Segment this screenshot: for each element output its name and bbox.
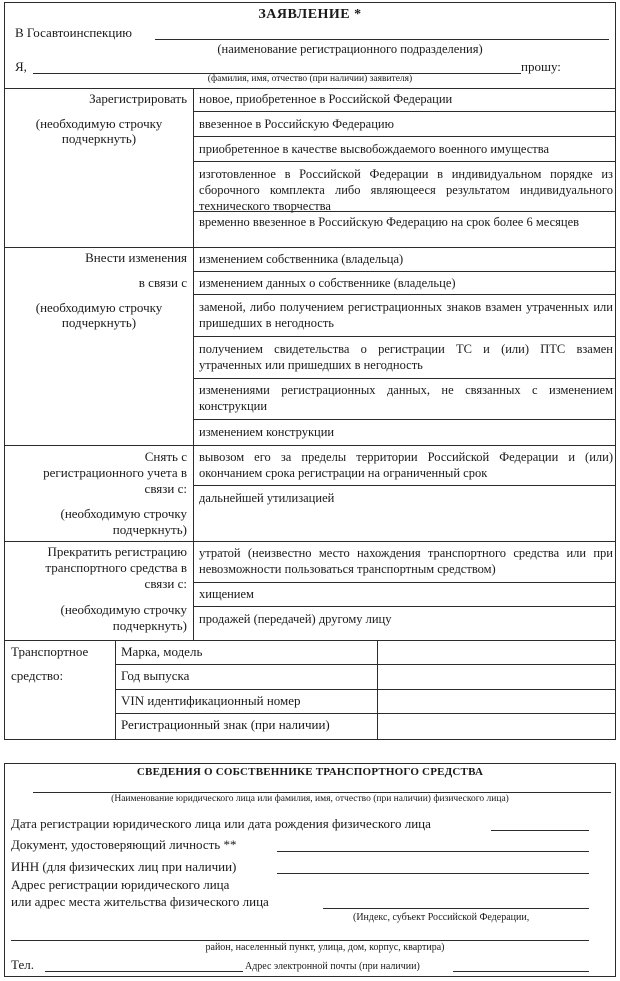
terminate-label: Прекратить регистрацию [47,544,187,559]
request-label: прошу: [521,59,561,74]
changes-option[interactable]: получением свидетельства о регистрации ТС и (или) ПТС взамен утраченных или пришедших в негодность [199,342,613,372]
inn-field[interactable] [277,873,589,874]
vin-label: VIN идентификационный номер [121,693,301,708]
register-option[interactable]: ввезенное в Российскую Федерацию [199,117,394,131]
address-caption: (Индекс, субъект Российской Федерации, [353,912,530,923]
changes-option[interactable]: заменой, либо получением регистрационных знаков взамен утраченных или пришедших в негодность [199,300,613,330]
application-form [4,2,616,740]
to-prefix: В Госавтоинспекцию [15,25,132,40]
plate-label: Регистрационный знак (при наличии) [121,717,330,732]
address-label: Адрес регистрации юридического лица [11,877,230,892]
register-hint-2: подчеркнуть) [61,131,137,146]
register-label: Зарегистрировать [89,91,187,106]
changes-option[interactable]: изменениями регистрационных данных, не связанных с изменением конструкции [199,383,613,413]
inn-label: ИНН (для физических лиц при наличии) [11,859,237,874]
owner-name-caption: (Наименование юридического лица или фамилия, имя, отчество (при наличии) физического лица) [111,794,509,804]
address-field[interactable] [323,908,589,909]
changes-hint-2: подчеркнуть) [61,315,137,330]
document-label: Документ, удостоверяющий личность ** [11,837,237,852]
deregister-label-2: регистрационного учета в [43,465,187,480]
terminate-option[interactable]: продажей (передачей) другому лицу [199,612,392,626]
reg-date-label: Дата регистрации юридического лица или дата рождения физического лица [11,816,431,831]
i-label: Я, [15,59,27,74]
register-option[interactable]: новое, приобретенное в Российской Федерации [199,92,453,106]
make-model-input[interactable] [378,641,614,663]
registration-unit-caption: (наименование регистрационного подразделения) [217,42,483,56]
owner-info-form [4,763,616,977]
email-field[interactable] [453,971,589,972]
plate-input[interactable] [378,714,614,739]
make-model-label: Марка, модель [121,644,203,659]
address-label-2: или адрес места жительства физического лица [11,894,269,909]
changes-hint: (необходимую строчку [35,300,163,315]
year-label: Год выпуска [121,668,190,683]
phone-field[interactable] [45,971,243,972]
address-caption-2: район, населенный пункт, улица, дом, корпус, квартира) [205,942,445,953]
owner-name-field[interactable] [33,792,611,793]
registration-unit-field[interactable] [155,39,609,40]
changes-option[interactable]: изменением собственника (владельца) [199,252,404,266]
register-hint: (необходимую строчку [35,116,163,131]
year-input[interactable] [378,665,614,688]
register-option[interactable]: изготовленное в Российской Федерации в индивидуальном порядке из сборочного комплекта либо являющееся результатом индивидуального технического творчества [199,167,613,213]
address-field-2[interactable] [11,940,589,941]
reg-date-field[interactable] [491,830,589,831]
document-field[interactable] [277,851,589,852]
terminate-hint: (необходимую строчку [60,602,187,617]
terminate-hint-2: подчеркнуть) [112,618,187,633]
changes-option[interactable]: изменением конструкции [199,425,335,439]
deregister-label-3: связи с: [144,481,187,496]
deregister-hint-2: подчеркнуть) [112,522,187,537]
vin-input[interactable] [378,690,614,712]
terminate-label-2: транспортного средства в [45,560,187,575]
phone-label: Тел. [11,957,34,972]
owner-section-title: СВЕДЕНИЯ О СОБСТВЕННИКЕ ТРАНСПОРТНОГО СРЕДСТВА [136,766,484,778]
form-title: ЗАЯВЛЕНИЕ * [258,7,362,22]
terminate-option[interactable]: хищением [199,587,254,601]
changes-label-2: в связи с [138,275,187,290]
deregister-option[interactable]: дальнейшей утилизацией [199,491,335,505]
applicant-caption: (фамилия, имя, отчество (при наличии) заявителя) [207,74,413,84]
deregister-label: Снять с [144,449,187,464]
deregister-option[interactable]: вывозом его за пределы территории Российской Федерации и (или) окончанием срока регистрации на ограниченный срок [199,450,613,480]
terminate-option[interactable]: утратой (неизвестно место нахождения транспортного средства или при невозможности пользоваться транспортным средством) [199,546,613,576]
changes-label: Внести изменения [85,250,187,265]
changes-option[interactable]: изменением данных о собственнике (владельце) [199,276,456,290]
terminate-label-3: связи с: [144,576,187,591]
vehicle-label: Транспортное [11,644,89,659]
email-label: Адрес электронной почты (при наличии) [245,961,420,972]
register-option[interactable]: временно ввезенное в Российскую Федерацию на срок более 6 месяцев [199,215,580,229]
register-option[interactable]: приобретенное в качестве высвобождаемого военного имущества [199,142,549,156]
deregister-hint: (необходимую строчку [60,506,187,521]
vehicle-label-2: средство: [11,668,64,683]
